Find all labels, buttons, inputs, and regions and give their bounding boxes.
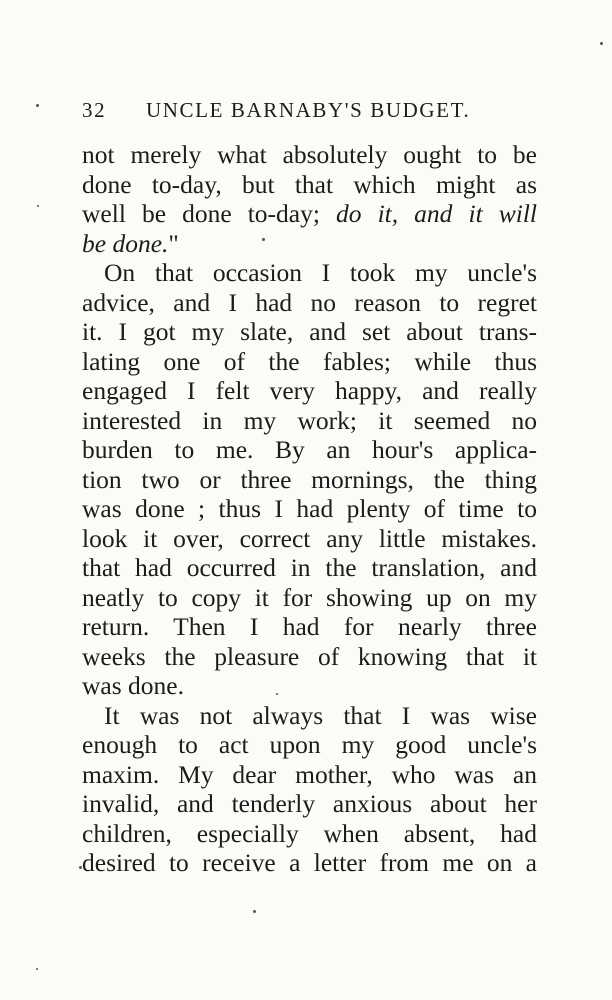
text-line: look it over, correct any little mistakes. xyxy=(82,523,537,553)
text-line: invalid, and tenderly anxious about her xyxy=(82,789,537,818)
paragraph-end-line: was done. xyxy=(82,671,184,700)
text-line: advice, and I had no reason to regret xyxy=(82,287,537,317)
text-line: lating one of the fables; while thus xyxy=(82,346,537,376)
print-speck xyxy=(600,42,603,45)
text-line: children, especially when absent, had xyxy=(82,818,537,848)
print-speck xyxy=(36,104,39,107)
text-line: it. I got my slate, and set about trans- xyxy=(82,317,537,346)
paragraph-start-line: It was not always that I was wise xyxy=(104,700,537,730)
text-line: neatly to copy it for showing up on my xyxy=(82,582,537,612)
print-speck xyxy=(36,968,38,970)
print-speck xyxy=(37,205,39,207)
text-line: engaged I felt very happy, and really xyxy=(82,376,537,405)
text-line: maxim. My dear mother, who was an xyxy=(82,759,537,789)
italic-quote: do it, and it will xyxy=(336,199,537,228)
text-line: desired to receive a letter from me on a xyxy=(82,848,537,877)
paragraph-start-line: On that occasion I took my uncle's xyxy=(104,258,537,287)
italic-quote: be done. xyxy=(82,228,169,258)
print-speck xyxy=(79,866,82,869)
running-head xyxy=(82,98,542,130)
text-line: not merely what absolutely ought to be xyxy=(82,140,537,169)
running-title: UNCLE BARNABY'S BUDGET. xyxy=(146,98,471,122)
closing-quote-mark: " xyxy=(168,228,179,258)
text-line: weeks the pleasure of knowing that it xyxy=(82,641,537,671)
text-line: return. Then I had for nearly three xyxy=(82,612,537,641)
page-number: 32 xyxy=(82,98,107,122)
paragraph-end-line xyxy=(82,229,537,259)
text-line: enough to act upon my good uncle's xyxy=(82,730,537,759)
text-line: burden to me. By an hour's applica- xyxy=(82,435,537,464)
print-speck xyxy=(276,693,278,695)
text-line: interested in my work; it seemed no xyxy=(82,405,537,435)
text-line: done to-day, but that which might as xyxy=(82,169,537,199)
text-line xyxy=(82,199,537,229)
text-line: tion two or three mornings, the thing xyxy=(82,464,537,494)
body-text xyxy=(82,140,537,878)
text-line: was done ; thus I had plenty of time to xyxy=(82,494,537,523)
text-segment: well be done to-day; xyxy=(82,199,337,228)
print-speck xyxy=(253,910,256,913)
print-speck xyxy=(262,238,265,241)
text-line: that had occurred in the translation, and xyxy=(82,553,537,582)
